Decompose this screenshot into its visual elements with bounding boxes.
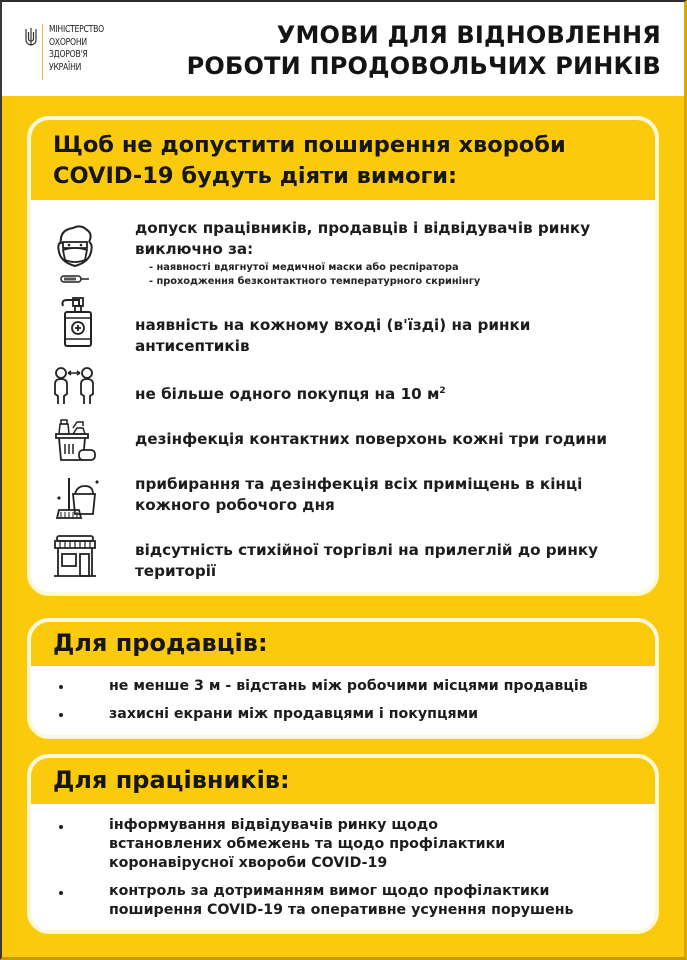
workers-heading: Для працівників: [31, 758, 655, 804]
sellers-heading: Для продавців: [31, 622, 655, 666]
superscript-2: 2 [439, 386, 446, 396]
requirement-text: відсутність стихійної торгівлі на прилеглій до ринку території [135, 541, 599, 580]
sellers-list [31, 666, 655, 724]
list-item-text: не менше 3 м - відстань між робочими місцями продавців [109, 678, 588, 694]
requirement-text: дезінфекція контактних поверхонь кожні три години [135, 430, 608, 448]
list-item [31, 676, 655, 696]
storefront-icon [51, 534, 99, 578]
requirement-sub-item: - проходження безконтактного температурного скринінгу [149, 276, 481, 287]
workers-list [31, 804, 655, 920]
title-line-2: РОБОТИ ПРОДОВОЛЬЧИХ РИНКІВ [186, 52, 661, 80]
sanitizer-dispenser-icon [51, 296, 99, 348]
ministry-line: ОХОРОНИ [49, 36, 87, 48]
social-distance-icon [51, 366, 99, 406]
list-item-text: захисні екрани між продавцями і покупцями [109, 706, 479, 722]
bullet-dot [59, 713, 63, 717]
list-item-text: контроль за дотриманням вимог щодо профілактики поширення COVID-19 та оперативне усунення порушень [109, 883, 574, 918]
requirements-heading [31, 120, 655, 200]
list-item [31, 816, 655, 873]
heading-line-1: Щоб не допустити поширення хвороби [53, 132, 566, 158]
ministry-logo [24, 24, 116, 80]
ministry-line: ЗДОРОВ'Я [49, 49, 88, 61]
face-mask-thermometer-icon [51, 222, 99, 286]
requirement-text: наявність на кожному вході (в'їзді) на ринки антисептиків [135, 316, 531, 355]
requirement-text [135, 381, 645, 405]
bullet-dot [59, 891, 63, 895]
requirement-text: прибирання та дезінфекція всіх приміщень в кінці кожного робочого дня [135, 475, 583, 514]
requirements-card [27, 116, 659, 596]
title-line-1: УМОВИ ДЛЯ ВІДНОВЛЕННЯ [276, 21, 661, 49]
sellers-card [27, 618, 659, 739]
list-item [31, 704, 655, 724]
ministry-line: МІНІСТЕРСТВО [49, 24, 104, 35]
requirement-main-text: не більше одного покупця на 10 м [135, 385, 440, 403]
requirement-text [135, 218, 645, 289]
list-item [31, 882, 655, 920]
requirement-main-text: допуск працівників, продавців і відвідувачів ринку виключно за: [135, 219, 591, 258]
workers-card [27, 754, 659, 934]
logo-divider [42, 24, 43, 80]
bullet-dot [59, 685, 63, 689]
requirement-sub-list [149, 261, 645, 289]
bullet-dot [59, 825, 63, 829]
cleaning-supplies-icon [51, 418, 99, 464]
broom-bucket-icon [51, 476, 99, 520]
page-title [187, 20, 661, 82]
requirement-sub-item: - наявності вдягнутої медичної маски або респіратора [149, 262, 459, 273]
list-item-text: інформування відвідувачів ринку щодо встановлених обмежень та щодо профілактики коронавірусної хвороби COVID-19 [109, 817, 506, 871]
header-band [0, 0, 687, 96]
ministry-name [49, 24, 104, 74]
heading-line-2: COVID-19 будуть діяти вимоги: [53, 163, 458, 189]
ministry-line: УКРАЇНИ [49, 61, 82, 73]
trident-icon [24, 27, 38, 47]
